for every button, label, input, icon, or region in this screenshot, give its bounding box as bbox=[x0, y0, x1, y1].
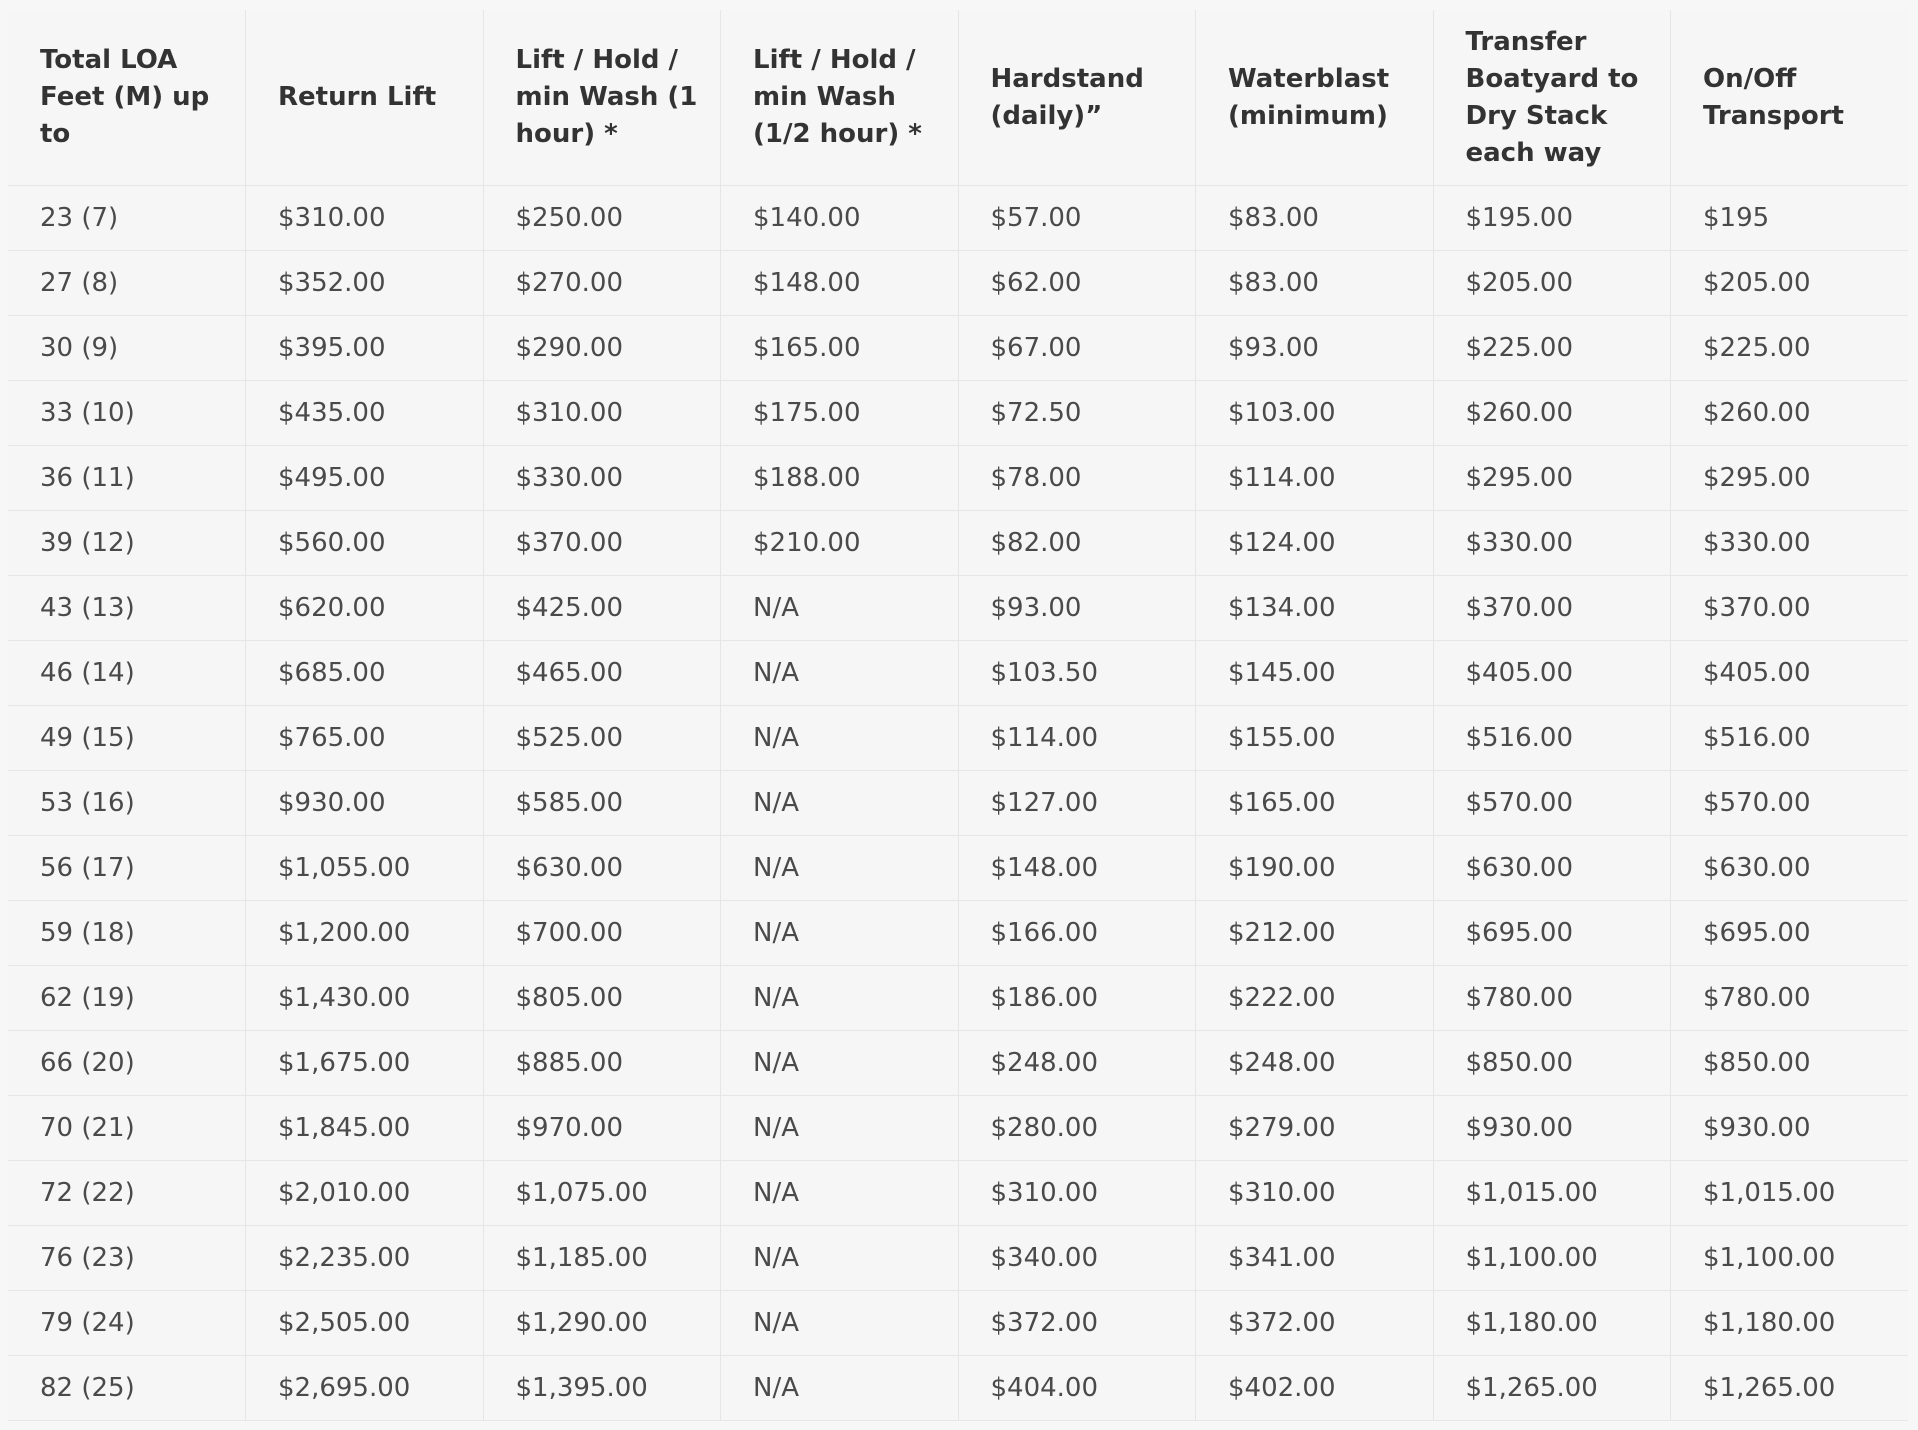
cell-loa: 72 (22) bbox=[8, 1161, 246, 1226]
cell-return-lift: $395.00 bbox=[246, 316, 484, 381]
cell-on-off-transport: $330.00 bbox=[1671, 511, 1909, 576]
cell-lift-hold-wash-1-hour: $1,395.00 bbox=[483, 1356, 721, 1421]
table-row bbox=[8, 1161, 1908, 1226]
cell-waterblast: $155.00 bbox=[1196, 706, 1434, 771]
cell-lift-hold-wash-1-hour: $270.00 bbox=[483, 251, 721, 316]
price-table-container bbox=[8, 10, 1908, 1421]
cell-loa: 62 (19) bbox=[8, 966, 246, 1031]
cell-lift-hold-wash-half-hour: $148.00 bbox=[721, 251, 959, 316]
cell-loa: 56 (17) bbox=[8, 836, 246, 901]
cell-on-off-transport: $295.00 bbox=[1671, 446, 1909, 511]
cell-lift-hold-wash-1-hour: $585.00 bbox=[483, 771, 721, 836]
cell-transfer-boatyard: $780.00 bbox=[1433, 966, 1671, 1031]
cell-transfer-boatyard: $370.00 bbox=[1433, 576, 1671, 641]
cell-lift-hold-wash-half-hour: N/A bbox=[721, 1226, 959, 1291]
cell-on-off-transport: $195 bbox=[1671, 186, 1909, 251]
cell-on-off-transport: $1,015.00 bbox=[1671, 1161, 1909, 1226]
table-row bbox=[8, 251, 1908, 316]
cell-lift-hold-wash-half-hour: N/A bbox=[721, 706, 959, 771]
cell-lift-hold-wash-1-hour: $1,075.00 bbox=[483, 1161, 721, 1226]
cell-return-lift: $620.00 bbox=[246, 576, 484, 641]
cell-on-off-transport: $850.00 bbox=[1671, 1031, 1909, 1096]
cell-hardstand: $248.00 bbox=[958, 1031, 1196, 1096]
cell-lift-hold-wash-half-hour: N/A bbox=[721, 641, 959, 706]
cell-waterblast: $114.00 bbox=[1196, 446, 1434, 511]
cell-transfer-boatyard: $630.00 bbox=[1433, 836, 1671, 901]
cell-loa: 43 (13) bbox=[8, 576, 246, 641]
cell-waterblast: $124.00 bbox=[1196, 511, 1434, 576]
cell-lift-hold-wash-1-hour: $630.00 bbox=[483, 836, 721, 901]
cell-lift-hold-wash-1-hour: $805.00 bbox=[483, 966, 721, 1031]
cell-hardstand: $57.00 bbox=[958, 186, 1196, 251]
cell-lift-hold-wash-1-hour: $425.00 bbox=[483, 576, 721, 641]
cell-lift-hold-wash-1-hour: $525.00 bbox=[483, 706, 721, 771]
cell-lift-hold-wash-1-hour: $970.00 bbox=[483, 1096, 721, 1161]
cell-waterblast: $83.00 bbox=[1196, 251, 1434, 316]
cell-return-lift: $685.00 bbox=[246, 641, 484, 706]
table-row bbox=[8, 706, 1908, 771]
cell-loa: 36 (11) bbox=[8, 446, 246, 511]
cell-hardstand: $148.00 bbox=[958, 836, 1196, 901]
cell-waterblast: $248.00 bbox=[1196, 1031, 1434, 1096]
column-header-lift-hold-wash-half-hour: Lift / Hold / min Wash (1/2 hour) * bbox=[721, 10, 959, 186]
cell-return-lift: $2,010.00 bbox=[246, 1161, 484, 1226]
cell-loa: 70 (21) bbox=[8, 1096, 246, 1161]
cell-lift-hold-wash-half-hour: N/A bbox=[721, 836, 959, 901]
cell-waterblast: $222.00 bbox=[1196, 966, 1434, 1031]
cell-return-lift: $352.00 bbox=[246, 251, 484, 316]
table-header bbox=[8, 10, 1908, 186]
header-row bbox=[8, 10, 1908, 186]
cell-lift-hold-wash-half-hour: N/A bbox=[721, 1096, 959, 1161]
table-row bbox=[8, 1226, 1908, 1291]
cell-on-off-transport: $205.00 bbox=[1671, 251, 1909, 316]
table-row bbox=[8, 1291, 1908, 1356]
cell-lift-hold-wash-1-hour: $250.00 bbox=[483, 186, 721, 251]
table-row bbox=[8, 836, 1908, 901]
cell-lift-hold-wash-1-hour: $465.00 bbox=[483, 641, 721, 706]
cell-lift-hold-wash-1-hour: $1,185.00 bbox=[483, 1226, 721, 1291]
cell-lift-hold-wash-half-hour: $140.00 bbox=[721, 186, 959, 251]
cell-hardstand: $127.00 bbox=[958, 771, 1196, 836]
table-row bbox=[8, 576, 1908, 641]
price-table bbox=[8, 10, 1908, 1421]
cell-on-off-transport: $695.00 bbox=[1671, 901, 1909, 966]
cell-lift-hold-wash-1-hour: $290.00 bbox=[483, 316, 721, 381]
cell-return-lift: $765.00 bbox=[246, 706, 484, 771]
cell-loa: 53 (16) bbox=[8, 771, 246, 836]
cell-transfer-boatyard: $516.00 bbox=[1433, 706, 1671, 771]
cell-hardstand: $67.00 bbox=[958, 316, 1196, 381]
cell-transfer-boatyard: $1,100.00 bbox=[1433, 1226, 1671, 1291]
cell-hardstand: $186.00 bbox=[958, 966, 1196, 1031]
table-row bbox=[8, 771, 1908, 836]
cell-hardstand: $404.00 bbox=[958, 1356, 1196, 1421]
cell-waterblast: $372.00 bbox=[1196, 1291, 1434, 1356]
cell-lift-hold-wash-half-hour: N/A bbox=[721, 1291, 959, 1356]
cell-on-off-transport: $780.00 bbox=[1671, 966, 1909, 1031]
cell-transfer-boatyard: $260.00 bbox=[1433, 381, 1671, 446]
cell-transfer-boatyard: $405.00 bbox=[1433, 641, 1671, 706]
cell-lift-hold-wash-half-hour: N/A bbox=[721, 576, 959, 641]
cell-lift-hold-wash-half-hour: $188.00 bbox=[721, 446, 959, 511]
table-row bbox=[8, 381, 1908, 446]
cell-return-lift: $435.00 bbox=[246, 381, 484, 446]
cell-return-lift: $2,235.00 bbox=[246, 1226, 484, 1291]
cell-lift-hold-wash-1-hour: $330.00 bbox=[483, 446, 721, 511]
cell-hardstand: $78.00 bbox=[958, 446, 1196, 511]
cell-lift-hold-wash-half-hour: N/A bbox=[721, 966, 959, 1031]
cell-transfer-boatyard: $570.00 bbox=[1433, 771, 1671, 836]
column-header-hardstand: Hardstand (daily)” bbox=[958, 10, 1196, 186]
cell-on-off-transport: $225.00 bbox=[1671, 316, 1909, 381]
cell-on-off-transport: $630.00 bbox=[1671, 836, 1909, 901]
cell-waterblast: $145.00 bbox=[1196, 641, 1434, 706]
cell-transfer-boatyard: $1,180.00 bbox=[1433, 1291, 1671, 1356]
cell-loa: 49 (15) bbox=[8, 706, 246, 771]
cell-transfer-boatyard: $930.00 bbox=[1433, 1096, 1671, 1161]
column-header-on-off-transport: On/Off Transport bbox=[1671, 10, 1909, 186]
cell-lift-hold-wash-1-hour: $1,290.00 bbox=[483, 1291, 721, 1356]
cell-transfer-boatyard: $195.00 bbox=[1433, 186, 1671, 251]
table-row bbox=[8, 641, 1908, 706]
cell-waterblast: $93.00 bbox=[1196, 316, 1434, 381]
cell-lift-hold-wash-half-hour: $165.00 bbox=[721, 316, 959, 381]
cell-lift-hold-wash-half-hour: N/A bbox=[721, 1161, 959, 1226]
table-row bbox=[8, 511, 1908, 576]
cell-on-off-transport: $516.00 bbox=[1671, 706, 1909, 771]
table-row bbox=[8, 1031, 1908, 1096]
cell-return-lift: $1,430.00 bbox=[246, 966, 484, 1031]
table-row bbox=[8, 1096, 1908, 1161]
cell-waterblast: $103.00 bbox=[1196, 381, 1434, 446]
cell-hardstand: $372.00 bbox=[958, 1291, 1196, 1356]
cell-lift-hold-wash-half-hour: N/A bbox=[721, 1031, 959, 1096]
cell-on-off-transport: $1,100.00 bbox=[1671, 1226, 1909, 1291]
cell-waterblast: $212.00 bbox=[1196, 901, 1434, 966]
cell-waterblast: $341.00 bbox=[1196, 1226, 1434, 1291]
cell-hardstand: $340.00 bbox=[958, 1226, 1196, 1291]
cell-hardstand: $114.00 bbox=[958, 706, 1196, 771]
cell-loa: 30 (9) bbox=[8, 316, 246, 381]
cell-loa: 27 (8) bbox=[8, 251, 246, 316]
cell-hardstand: $310.00 bbox=[958, 1161, 1196, 1226]
cell-return-lift: $1,845.00 bbox=[246, 1096, 484, 1161]
cell-lift-hold-wash-1-hour: $310.00 bbox=[483, 381, 721, 446]
table-row bbox=[8, 901, 1908, 966]
cell-waterblast: $134.00 bbox=[1196, 576, 1434, 641]
cell-on-off-transport: $370.00 bbox=[1671, 576, 1909, 641]
column-header-return-lift: Return Lift bbox=[246, 10, 484, 186]
cell-lift-hold-wash-half-hour: N/A bbox=[721, 901, 959, 966]
cell-transfer-boatyard: $205.00 bbox=[1433, 251, 1671, 316]
cell-lift-hold-wash-1-hour: $370.00 bbox=[483, 511, 721, 576]
cell-loa: 23 (7) bbox=[8, 186, 246, 251]
cell-lift-hold-wash-1-hour: $700.00 bbox=[483, 901, 721, 966]
cell-return-lift: $2,505.00 bbox=[246, 1291, 484, 1356]
cell-loa: 59 (18) bbox=[8, 901, 246, 966]
cell-return-lift: $495.00 bbox=[246, 446, 484, 511]
cell-hardstand: $280.00 bbox=[958, 1096, 1196, 1161]
cell-return-lift: $930.00 bbox=[246, 771, 484, 836]
column-header-transfer-boatyard: Transfer Boatyard to Dry Stack each way bbox=[1433, 10, 1671, 186]
cell-hardstand: $166.00 bbox=[958, 901, 1196, 966]
cell-return-lift: $310.00 bbox=[246, 186, 484, 251]
cell-on-off-transport: $1,180.00 bbox=[1671, 1291, 1909, 1356]
cell-waterblast: $310.00 bbox=[1196, 1161, 1434, 1226]
cell-on-off-transport: $260.00 bbox=[1671, 381, 1909, 446]
cell-on-off-transport: $405.00 bbox=[1671, 641, 1909, 706]
column-header-lift-hold-wash-1-hour: Lift / Hold / min Wash (1 hour) * bbox=[483, 10, 721, 186]
cell-loa: 82 (25) bbox=[8, 1356, 246, 1421]
column-header-waterblast: Waterblast (minimum) bbox=[1196, 10, 1434, 186]
cell-transfer-boatyard: $850.00 bbox=[1433, 1031, 1671, 1096]
column-header-total-loa: Total LOA Feet (M) up to bbox=[8, 10, 246, 186]
cell-waterblast: $402.00 bbox=[1196, 1356, 1434, 1421]
cell-return-lift: $1,675.00 bbox=[246, 1031, 484, 1096]
table-body bbox=[8, 186, 1908, 1421]
cell-loa: 76 (23) bbox=[8, 1226, 246, 1291]
cell-transfer-boatyard: $330.00 bbox=[1433, 511, 1671, 576]
cell-lift-hold-wash-half-hour: N/A bbox=[721, 1356, 959, 1421]
table-row bbox=[8, 186, 1908, 251]
cell-lift-hold-wash-half-hour: $210.00 bbox=[721, 511, 959, 576]
cell-hardstand: $103.50 bbox=[958, 641, 1196, 706]
cell-loa: 39 (12) bbox=[8, 511, 246, 576]
cell-lift-hold-wash-half-hour: N/A bbox=[721, 771, 959, 836]
table-row bbox=[8, 1356, 1908, 1421]
cell-return-lift: $2,695.00 bbox=[246, 1356, 484, 1421]
table-row bbox=[8, 966, 1908, 1031]
cell-hardstand: $72.50 bbox=[958, 381, 1196, 446]
cell-transfer-boatyard: $1,015.00 bbox=[1433, 1161, 1671, 1226]
cell-hardstand: $82.00 bbox=[958, 511, 1196, 576]
cell-lift-hold-wash-1-hour: $885.00 bbox=[483, 1031, 721, 1096]
cell-waterblast: $279.00 bbox=[1196, 1096, 1434, 1161]
cell-transfer-boatyard: $225.00 bbox=[1433, 316, 1671, 381]
cell-hardstand: $93.00 bbox=[958, 576, 1196, 641]
cell-loa: 79 (24) bbox=[8, 1291, 246, 1356]
cell-lift-hold-wash-half-hour: $175.00 bbox=[721, 381, 959, 446]
cell-loa: 46 (14) bbox=[8, 641, 246, 706]
cell-return-lift: $1,200.00 bbox=[246, 901, 484, 966]
table-row bbox=[8, 446, 1908, 511]
cell-transfer-boatyard: $695.00 bbox=[1433, 901, 1671, 966]
cell-waterblast: $165.00 bbox=[1196, 771, 1434, 836]
table-row bbox=[8, 316, 1908, 381]
cell-return-lift: $560.00 bbox=[246, 511, 484, 576]
cell-waterblast: $190.00 bbox=[1196, 836, 1434, 901]
cell-hardstand: $62.00 bbox=[958, 251, 1196, 316]
cell-transfer-boatyard: $1,265.00 bbox=[1433, 1356, 1671, 1421]
cell-return-lift: $1,055.00 bbox=[246, 836, 484, 901]
cell-transfer-boatyard: $295.00 bbox=[1433, 446, 1671, 511]
cell-on-off-transport: $570.00 bbox=[1671, 771, 1909, 836]
cell-loa: 66 (20) bbox=[8, 1031, 246, 1096]
cell-on-off-transport: $930.00 bbox=[1671, 1096, 1909, 1161]
cell-loa: 33 (10) bbox=[8, 381, 246, 446]
cell-waterblast: $83.00 bbox=[1196, 186, 1434, 251]
cell-on-off-transport: $1,265.00 bbox=[1671, 1356, 1909, 1421]
